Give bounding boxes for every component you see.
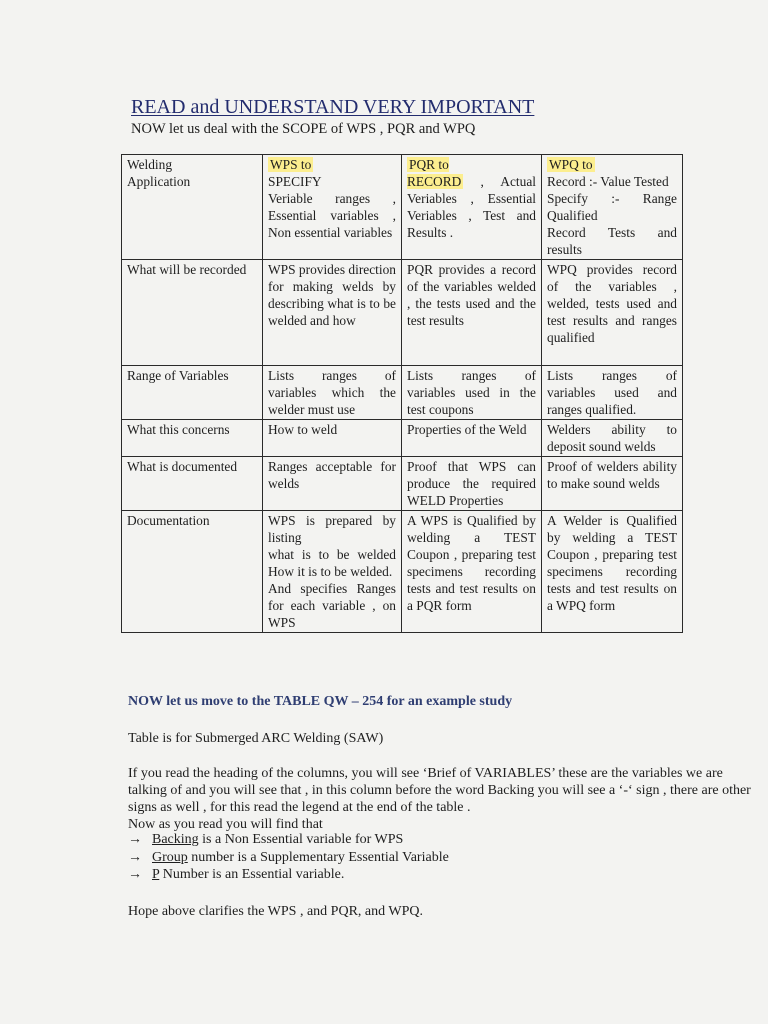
table-row bbox=[122, 511, 683, 633]
header-wps bbox=[263, 155, 402, 260]
page-title: READ and UNDERSTAND VERY IMPORTANT bbox=[131, 96, 535, 118]
pqr-cell: Lists ranges of variables used in the test coupons bbox=[402, 366, 542, 420]
saw-paragraph: Table is for Submerged ARC Welding (SAW) bbox=[128, 731, 384, 746]
pqr-highlight: PQR to RECORD bbox=[407, 157, 462, 189]
table-header-row bbox=[122, 155, 683, 260]
section-heading: NOW let us move to the TABLE QW – 254 for an example study bbox=[128, 694, 513, 709]
wpq-cell: Welders ability to deposit sound welds bbox=[542, 420, 683, 457]
arrow-icon: → bbox=[128, 849, 142, 865]
list-text: is a Non Essential variable for WPS bbox=[198, 832, 404, 847]
arrow-icon: → bbox=[128, 867, 142, 882]
list-item bbox=[128, 849, 449, 867]
header-welding-application: Welding Application bbox=[122, 155, 263, 260]
table-row bbox=[122, 366, 683, 420]
list-item bbox=[128, 866, 449, 884]
row-label: Range of Variables bbox=[122, 366, 263, 420]
wps-cell: WPS is prepared by listing what is to be welded How it is to be welded. And specifies Ranges for each variable , on WPS bbox=[263, 511, 402, 633]
wpq-cell: A Welder is Qualified by welding a TEST Coupon , preparing test specimens recording tests and test results on a WPQ form bbox=[542, 511, 683, 633]
wps-cell: Ranges acceptable for welds bbox=[263, 457, 402, 511]
pqr-cell: Properties of the Weld bbox=[402, 420, 542, 457]
page-subtitle: NOW let us deal with the SCOPE of WPS , PQR and WPQ bbox=[131, 121, 476, 137]
table-row bbox=[122, 260, 683, 366]
list-term: Group bbox=[152, 849, 188, 865]
list-item bbox=[128, 831, 449, 849]
list-text: Number is an Essential variable. bbox=[159, 867, 345, 882]
table-row bbox=[122, 420, 683, 457]
row-label: What is documented bbox=[122, 457, 263, 511]
arrow-icon: → bbox=[128, 832, 142, 847]
wps-header-text: SPECIFY Veriable ranges , Essential variables , Non essential variables bbox=[268, 174, 396, 240]
variable-list bbox=[128, 831, 449, 884]
row-label: Documentation bbox=[122, 511, 263, 633]
scope-table bbox=[121, 154, 683, 633]
pqr-header-text: , Actual Veriables , Essential Veriables , Test and Results . bbox=[407, 174, 536, 240]
wps-highlight: WPS to bbox=[270, 157, 312, 172]
closing-paragraph: Hope above clarifies the WPS , and PQR, and WPQ. bbox=[128, 904, 423, 919]
list-term: P bbox=[152, 867, 160, 882]
wpq-cell: Proof of welders ability to make sound welds bbox=[542, 457, 683, 511]
list-term: Backing bbox=[152, 832, 199, 847]
wps-cell: Lists ranges of variables which the welder must use bbox=[263, 366, 402, 420]
header-pqr bbox=[402, 155, 542, 260]
variables-paragraph: If you read the heading of the columns, you will see ‘Brief of VARIABLES’ these are the variables we are talking of and you will see that , in this column before the word Backing you will see a ‘-‘ sign , there are other signs as well , for this read the legend at the end of the table . Now as you read you will find that bbox=[128, 766, 751, 832]
list-text: number is a Supplementary Essential Variable bbox=[187, 849, 449, 865]
row-label: What will be recorded bbox=[122, 260, 263, 366]
wpq-header-text: Record :- Value Tested Specify :- Range Qualified Record Tests and results bbox=[547, 174, 677, 257]
wpq-cell: WPQ provides record of the variables , welded, tests used and test results and ranges qualified bbox=[542, 260, 683, 366]
header-wpq bbox=[542, 155, 683, 260]
wps-cell: How to weld bbox=[263, 420, 402, 457]
pqr-cell: Proof that WPS can produce the required WELD Properties bbox=[402, 457, 542, 511]
table-row bbox=[122, 457, 683, 511]
wpq-highlight: WPQ to bbox=[549, 157, 593, 172]
row-label: What this concerns bbox=[122, 420, 263, 457]
wpq-cell: Lists ranges of variables used and ranges qualified. bbox=[542, 366, 683, 420]
wps-cell: WPS provides direction for making welds by describing what is to be welded and how bbox=[263, 260, 402, 366]
pqr-cell: PQR provides a record of the variables welded , the tests used and the test results bbox=[402, 260, 542, 366]
pqr-cell: A WPS is Qualified by welding a TEST Coupon , preparing test specimens recording tests and test results on a PQR form bbox=[402, 511, 542, 633]
